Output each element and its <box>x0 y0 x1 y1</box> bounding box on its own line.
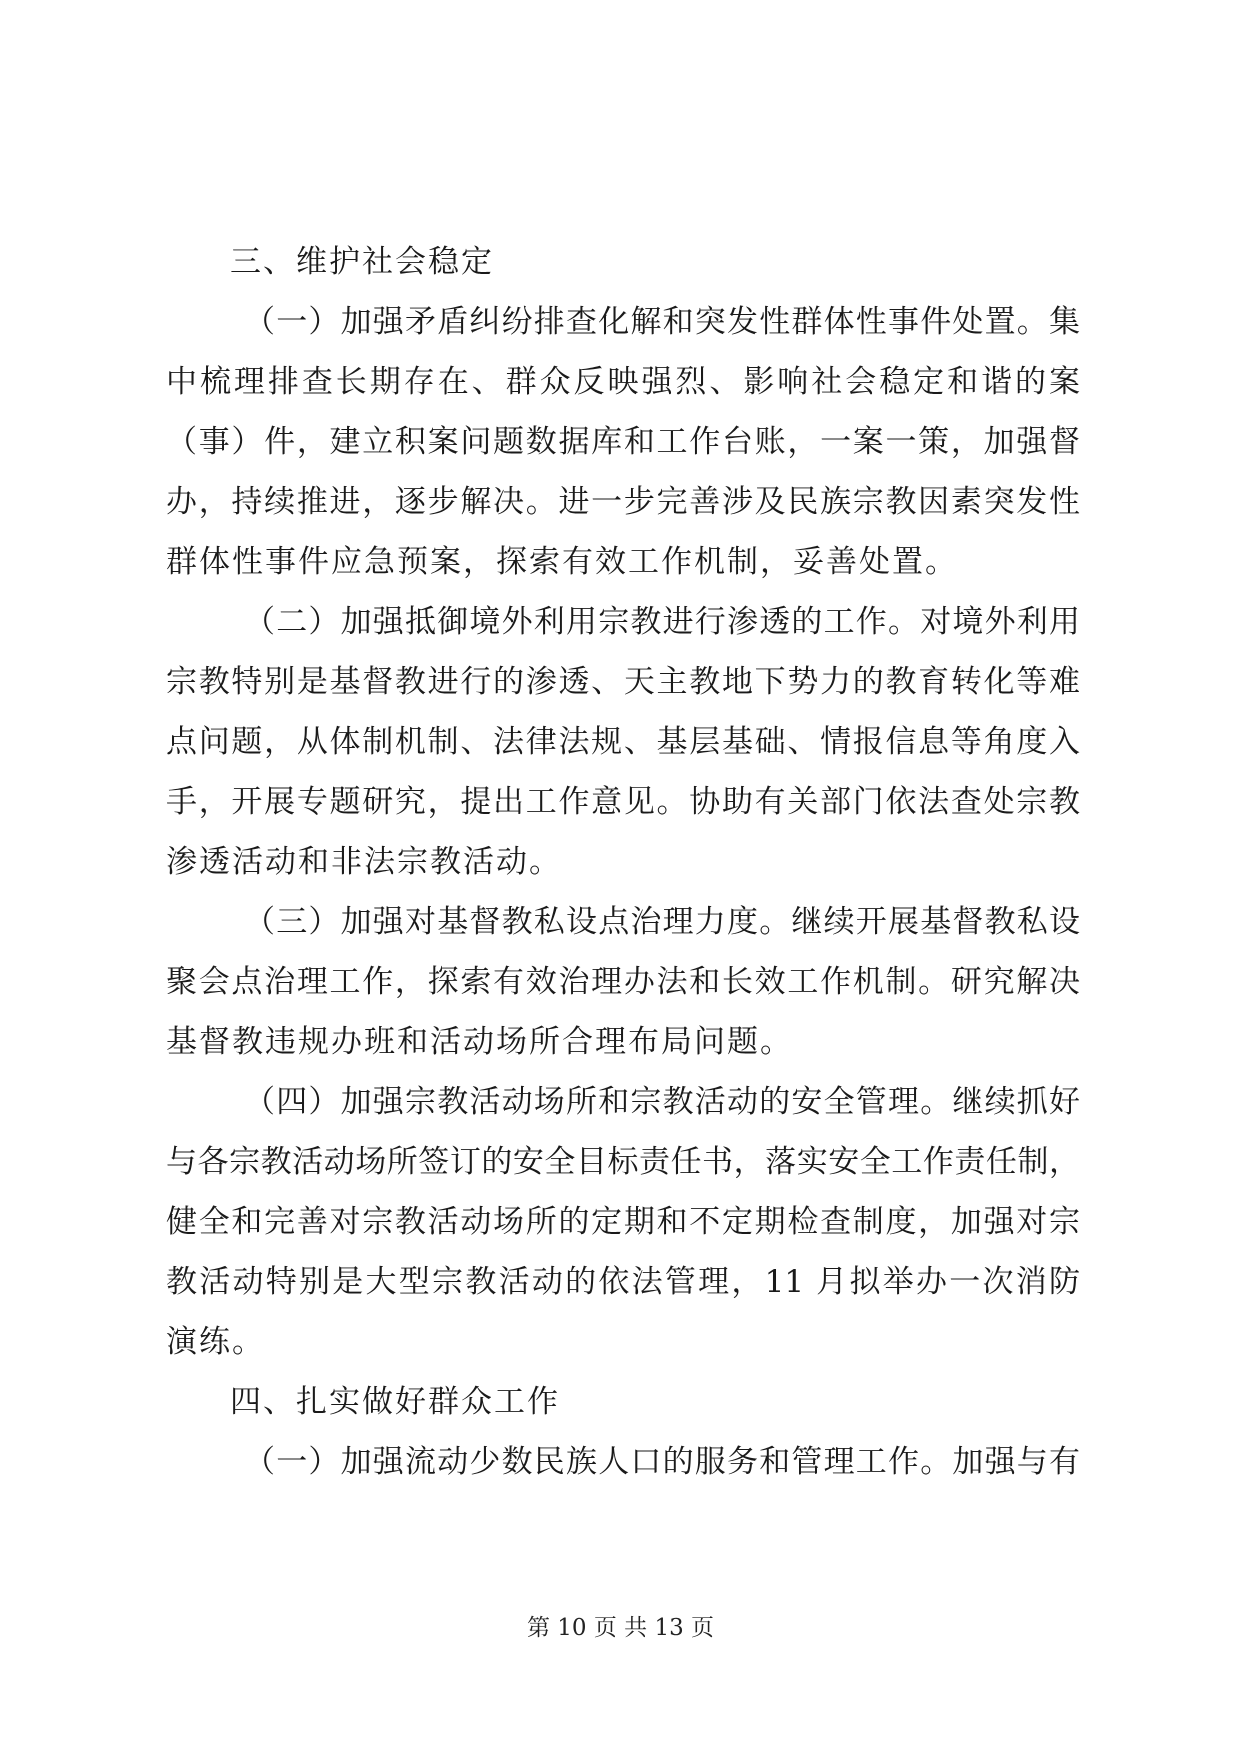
document-body <box>166 232 1080 1492</box>
section-heading: 四、扎实做好群众工作 <box>230 1384 560 1420</box>
paragraph-line: （三）加强对基督教私设点治理力度。继续开展基督教私设 <box>244 904 1080 940</box>
paragraph-line: 手，开展专题研究，提出工作意见。协助有关部门依法查处宗教 <box>166 784 1080 820</box>
paragraph-line: 办，持续推进，逐步解决。进一步完善涉及民族宗教因素突发性 <box>166 484 1080 520</box>
paragraph-line: （一）加强流动少数民族人口的服务和管理工作。加强与有 <box>244 1444 1080 1480</box>
paragraph-line: 健全和完善对宗教活动场所的定期和不定期检查制度，加强对宗 <box>166 1204 1080 1240</box>
paragraph-line: 聚会点治理工作，探索有效治理办法和长效工作机制。研究解决 <box>166 964 1080 1000</box>
paragraph-line: （一）加强矛盾纠纷排查化解和突发性群体性事件处置。集 <box>244 304 1080 340</box>
paragraph-line: （事）件，建立积案问题数据库和工作台账，一案一策，加强督 <box>166 424 1080 460</box>
paragraph-line: 基督教违规办班和活动场所合理布局问题。 <box>166 1024 793 1060</box>
paragraph-line: （四）加强宗教活动场所和宗教活动的安全管理。继续抓好 <box>244 1084 1080 1120</box>
paragraph-line: 中梳理排查长期存在、群众反映强烈、影响社会稳定和谐的案 <box>166 364 1080 400</box>
paragraph-line: 宗教特别是基督教进行的渗透、天主教地下势力的教育转化等难 <box>166 664 1080 700</box>
paragraph-line: 渗透活动和非法宗教活动。 <box>166 844 562 880</box>
section-heading: 三、维护社会稳定 <box>230 244 494 280</box>
page-footer: 第 10 页 共 13 页 <box>526 1615 715 1641</box>
paragraph-line: （二）加强抵御境外利用宗教进行渗透的工作。对境外利用 <box>244 604 1080 640</box>
paragraph-line: 演练。 <box>166 1324 265 1360</box>
paragraph-line: 与各宗教活动场所签订的安全目标责任书，落实安全工作责任制， <box>166 1144 1080 1180</box>
paragraph-line: 群体性事件应急预案，探索有效工作机制，妥善处置。 <box>166 544 958 580</box>
paragraph-line: 教活动特别是大型宗教活动的依法管理，11 月拟举办一次消防 <box>166 1264 1080 1300</box>
paragraph-line: 点问题，从体制机制、法律法规、基层基础、情报信息等角度入 <box>166 724 1080 760</box>
